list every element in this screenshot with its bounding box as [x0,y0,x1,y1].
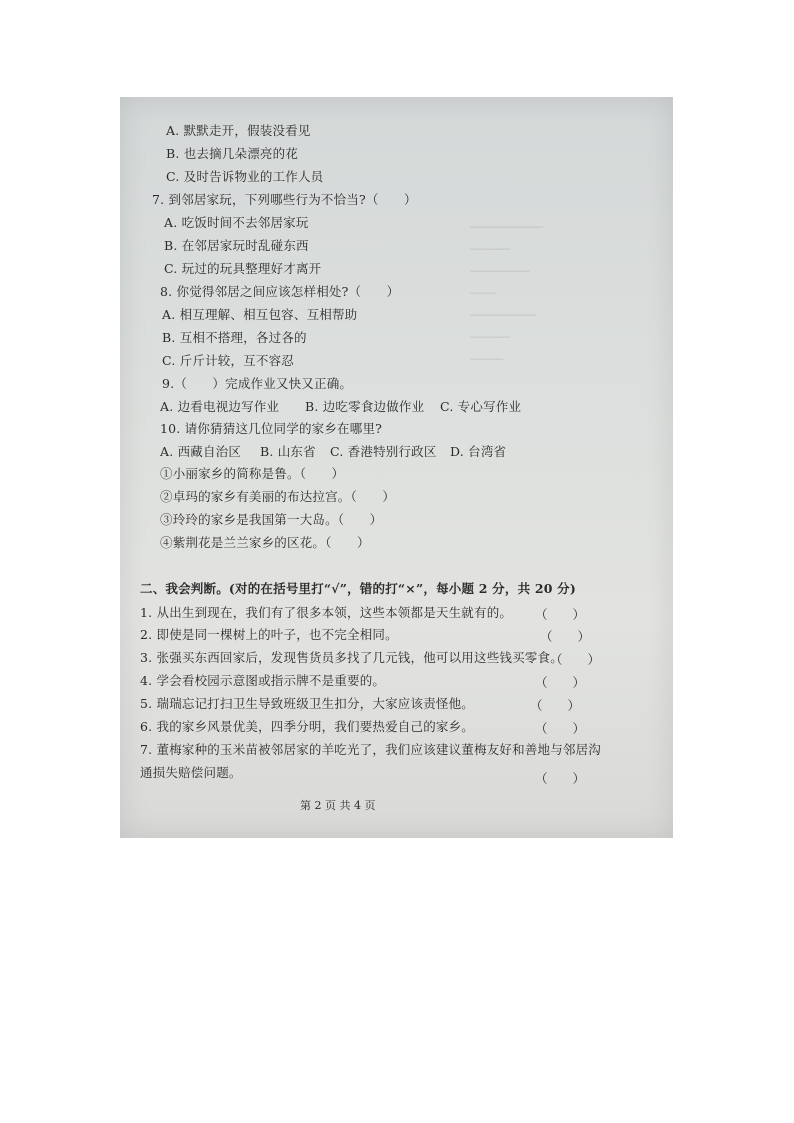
q9-option-a: A. 边看电视边写作业 [160,399,280,414]
q7-option-c: C. 玩过的玩具整理好才离开 [164,261,322,276]
q10-sub2: ②卓玛的家乡有美丽的布达拉宫。（ ） [160,489,396,504]
judge-item-1: 1. 从出生到现在，我们有了很多本领，这些本领都是天生就有的。 [140,605,513,620]
q6-option-b: B. 也去摘几朵漂亮的花 [166,146,299,161]
q10-option-d: D. 台湾省 [450,444,507,459]
q10-sub1: ①小丽家乡的简称是鲁。（ ） [160,466,345,481]
page-footer: 第 2 页 共 4 页 [300,799,376,812]
q8-option-a: A. 相互理解、相互包容、互相帮助 [162,307,358,322]
judge-blank-6: （ ） [535,721,586,736]
q10-option-a: A. 西藏自治区 [160,444,242,459]
judge-blank-5: （ ） [530,698,581,713]
q9-option-c: C. 专心写作业 [440,399,522,414]
q10-stem: 10. 请你猜猜这几位同学的家乡在哪里? [160,421,383,436]
q7-stem: 7. 到邻居家玩，下列哪些行为不恰当?（ ） [152,192,417,207]
q9-stem: 9.（ ）完成作业又快又正确。 [162,376,353,391]
judge-item-7: 7. 董梅家种的玉米苗被邻居家的羊吃光了，我们应该建议董梅友好和善地与邻居沟 [140,742,602,757]
judge-item-5: 5. 瑞瑞忘记打扫卫生导致班级卫生扣分，大家应该责怪他。 [140,696,475,711]
judge-blank-1: （ ） [535,607,586,622]
judge-item-7-continued: 通损失赔偿问题。 [140,765,242,780]
judge-blank-7: （ ） [535,771,586,786]
q10-option-b: B. 山东省 [260,444,316,459]
judge-item-6: 6. 我的家乡风景优美，四季分明，我们要热爱自己的家乡。 [140,719,475,734]
q8-stem: 8. 你觉得邻居之间应该怎样相处?（ ） [160,284,400,299]
q10-sub4: ④紫荆花是兰兰家乡的区花。（ ） [160,535,370,550]
q8-option-b: B. 互相不搭理，各过各的 [162,330,307,345]
judge-item-2: 2. 即使是同一棵树上的叶子，也不完全相同。 [140,627,398,642]
q6-option-a: A. 默默走开，假装没看见 [166,123,311,138]
q8-option-c: C. 斤斤计较，互不容忍 [162,353,294,368]
judge-blank-3: （ ） [550,652,601,667]
bleed-through-text: ─────────── ────── ───────── ──── ────────── ────── ───── [470,221,543,366]
q7-option-b: B. 在邻居家玩时乱碰东西 [164,238,309,253]
judge-item-4: 4. 学会看校园示意图或指示牌不是重要的。 [140,673,386,688]
judge-blank-4: （ ） [535,675,586,690]
judge-blank-2: （ ） [540,629,591,644]
section2-title: 二、我会判断。(对的在括号里打“√”，错的打“×”，每小题 2 分，共 20 分) [140,581,576,596]
scanned-exam-page [120,97,673,838]
judge-item-3: 3. 张强买东西回家后，发现售货员多找了几元钱，他可以用这些钱买零食。 [140,650,563,665]
q9-option-b: B. 边吃零食边做作业 [305,399,425,414]
q10-option-c: C. 香港特别行政区 [330,444,437,459]
q7-option-a: A. 吃饭时间不去邻居家玩 [164,215,309,230]
q10-sub3: ③玲玲的家乡是我国第一大岛。（ ） [160,512,383,527]
q6-option-c: C. 及时告诉物业的工作人员 [166,169,324,184]
